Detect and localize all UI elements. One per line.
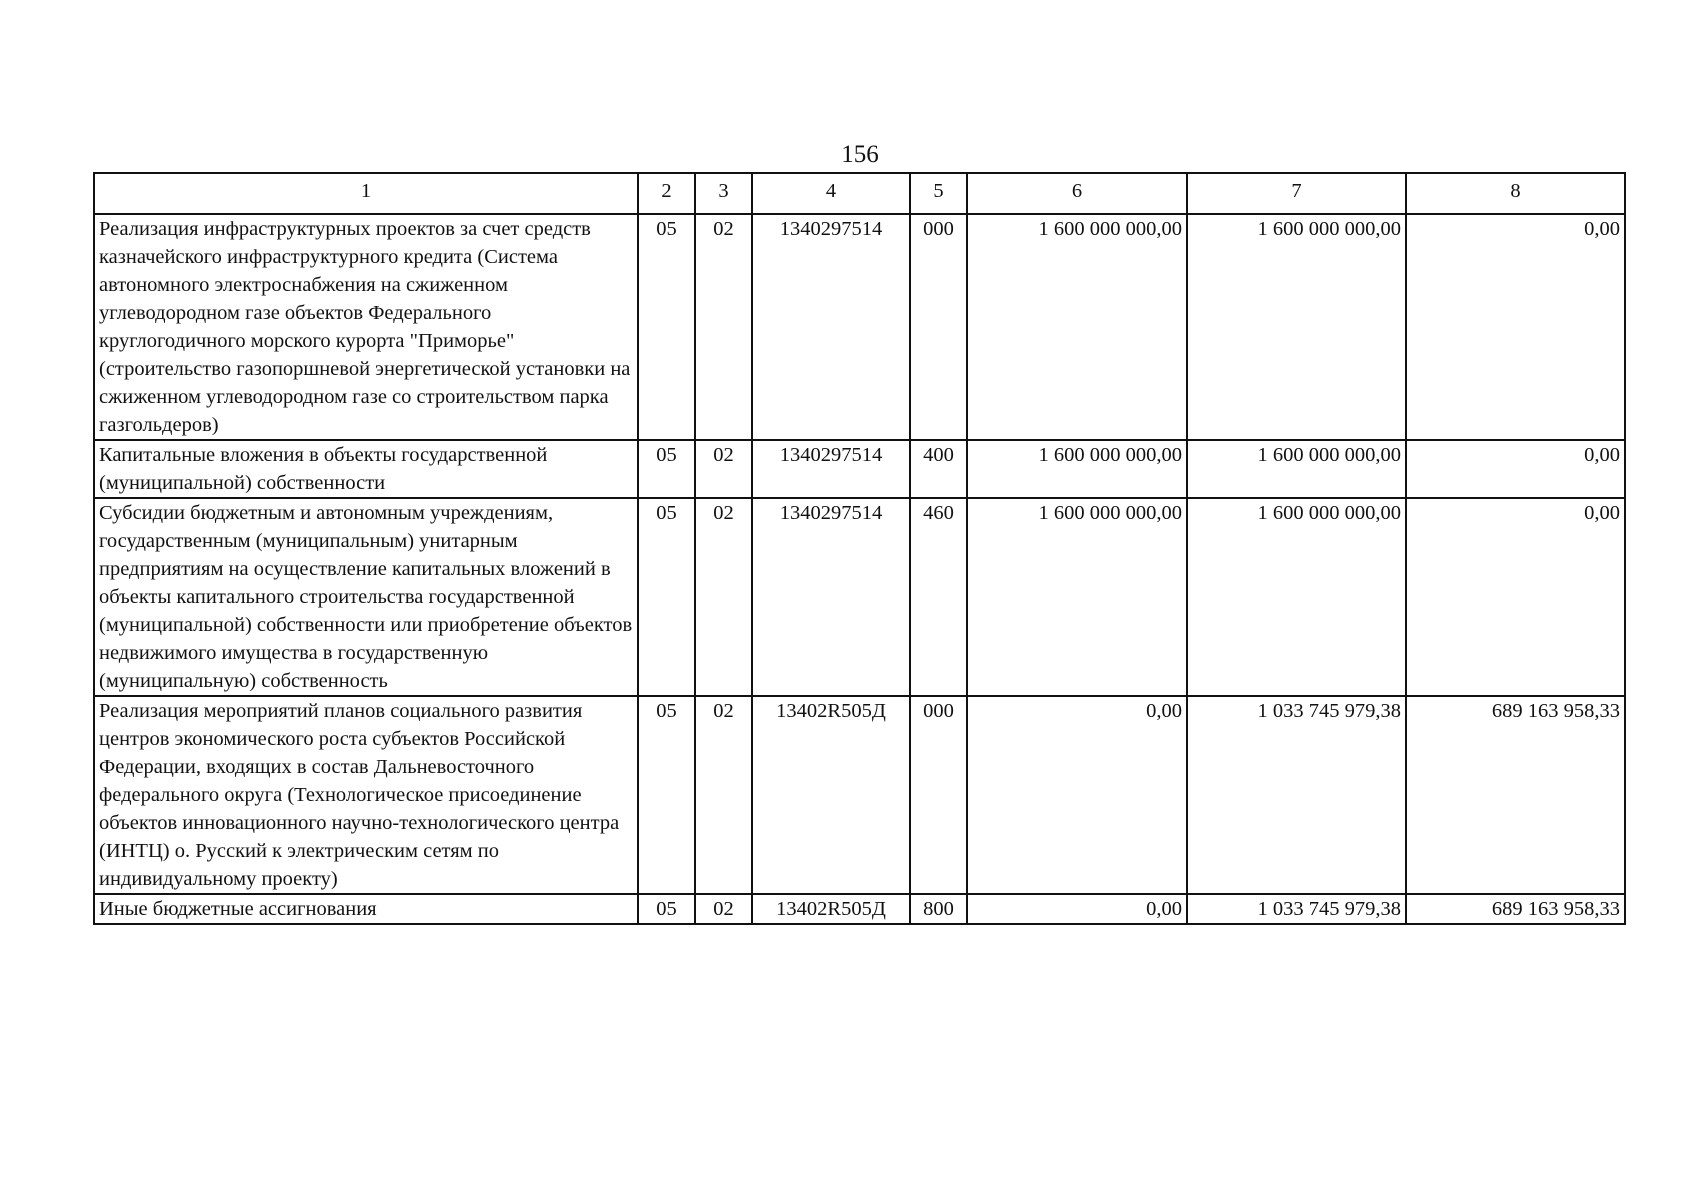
- row-amount-col6: 0,00: [967, 696, 1187, 894]
- row-amount-col7: 1 033 745 979,38: [1187, 894, 1406, 924]
- table-row: [94, 498, 1625, 696]
- row-subsection-code: 02: [695, 214, 752, 440]
- row-amount-col7: 1 033 745 979,38: [1187, 696, 1406, 894]
- row-amount-col6: 1 600 000 000,00: [967, 498, 1187, 696]
- row-expense-type-code: 460: [910, 498, 967, 696]
- row-amount-col7: 1 600 000 000,00: [1187, 498, 1406, 696]
- row-section-code: 05: [638, 498, 695, 696]
- row-name: Субсидии бюджетным и автономным учреждениям, государственным (муниципальным) унитарным предприятиям на осуществление капитальных вложений в объекты капитального строительства государственной (муниципальной) собственности или приобретение объектов недвижимого имущества в государственную (муниципальную) собственность: [94, 498, 638, 696]
- row-amount-col6: 1 600 000 000,00: [967, 214, 1187, 440]
- row-name: Иные бюджетные ассигнования: [94, 894, 638, 924]
- row-amount-col8: 689 163 958,33: [1406, 894, 1625, 924]
- header-cell: 2: [638, 173, 695, 214]
- row-target-code: 1340297514: [752, 498, 910, 696]
- row-expense-type-code: 000: [910, 696, 967, 894]
- table-row: [94, 214, 1625, 440]
- row-section-code: 05: [638, 440, 695, 498]
- header-cell: 7: [1187, 173, 1406, 214]
- row-section-code: 05: [638, 894, 695, 924]
- budget-table: [93, 172, 1626, 925]
- row-amount-col6: 1 600 000 000,00: [967, 440, 1187, 498]
- row-section-code: 05: [638, 214, 695, 440]
- row-amount-col8: 0,00: [1406, 440, 1625, 498]
- header-cell: 6: [967, 173, 1187, 214]
- header-cell: 4: [752, 173, 910, 214]
- row-subsection-code: 02: [695, 440, 752, 498]
- row-name: Реализация мероприятий планов социального развития центров экономического роста субъектов Российской Федерации, входящих в состав Дальневосточного федерального округа (Технологическое присоединение объектов инновационного научно-технологического центра (ИНТЦ) о. Русский к электрическим сетям по индивидуальному проекту): [94, 696, 638, 894]
- row-subsection-code: 02: [695, 894, 752, 924]
- page-number: 156: [841, 141, 879, 168]
- row-expense-type-code: 800: [910, 894, 967, 924]
- row-amount-col7: 1 600 000 000,00: [1187, 214, 1406, 440]
- row-section-code: 05: [638, 696, 695, 894]
- row-name: Капитальные вложения в объекты государственной (муниципальной) собственности: [94, 440, 638, 498]
- table-row: [94, 696, 1625, 894]
- row-expense-type-code: 000: [910, 214, 967, 440]
- row-target-code: 1340297514: [752, 440, 910, 498]
- row-target-code: 13402R505Д: [752, 696, 910, 894]
- table-row: [94, 894, 1625, 924]
- row-subsection-code: 02: [695, 498, 752, 696]
- row-target-code: 13402R505Д: [752, 894, 910, 924]
- header-cell: 8: [1406, 173, 1625, 214]
- header-cell: 1: [94, 173, 638, 214]
- row-expense-type-code: 400: [910, 440, 967, 498]
- row-amount-col8: 0,00: [1406, 214, 1625, 440]
- row-subsection-code: 02: [695, 696, 752, 894]
- row-amount-col6: 0,00: [967, 894, 1187, 924]
- row-name: Реализация инфраструктурных проектов за счет средств казначейского инфраструктурного кредита (Система автономного электроснабжения на сжиженном углеводородном газе объектов Федерального круглогодичного морского курорта "Приморье" (строительство газопоршневой энергетической установки на сжиженном углеводородном газе со строительством парка газгольдеров): [94, 214, 638, 440]
- table-row: [94, 440, 1625, 498]
- row-amount-col8: 0,00: [1406, 498, 1625, 696]
- row-target-code: 1340297514: [752, 214, 910, 440]
- header-cell: 5: [910, 173, 967, 214]
- row-amount-col8: 689 163 958,33: [1406, 696, 1625, 894]
- header-cell: 3: [695, 173, 752, 214]
- header-row: [94, 173, 1625, 214]
- row-amount-col7: 1 600 000 000,00: [1187, 440, 1406, 498]
